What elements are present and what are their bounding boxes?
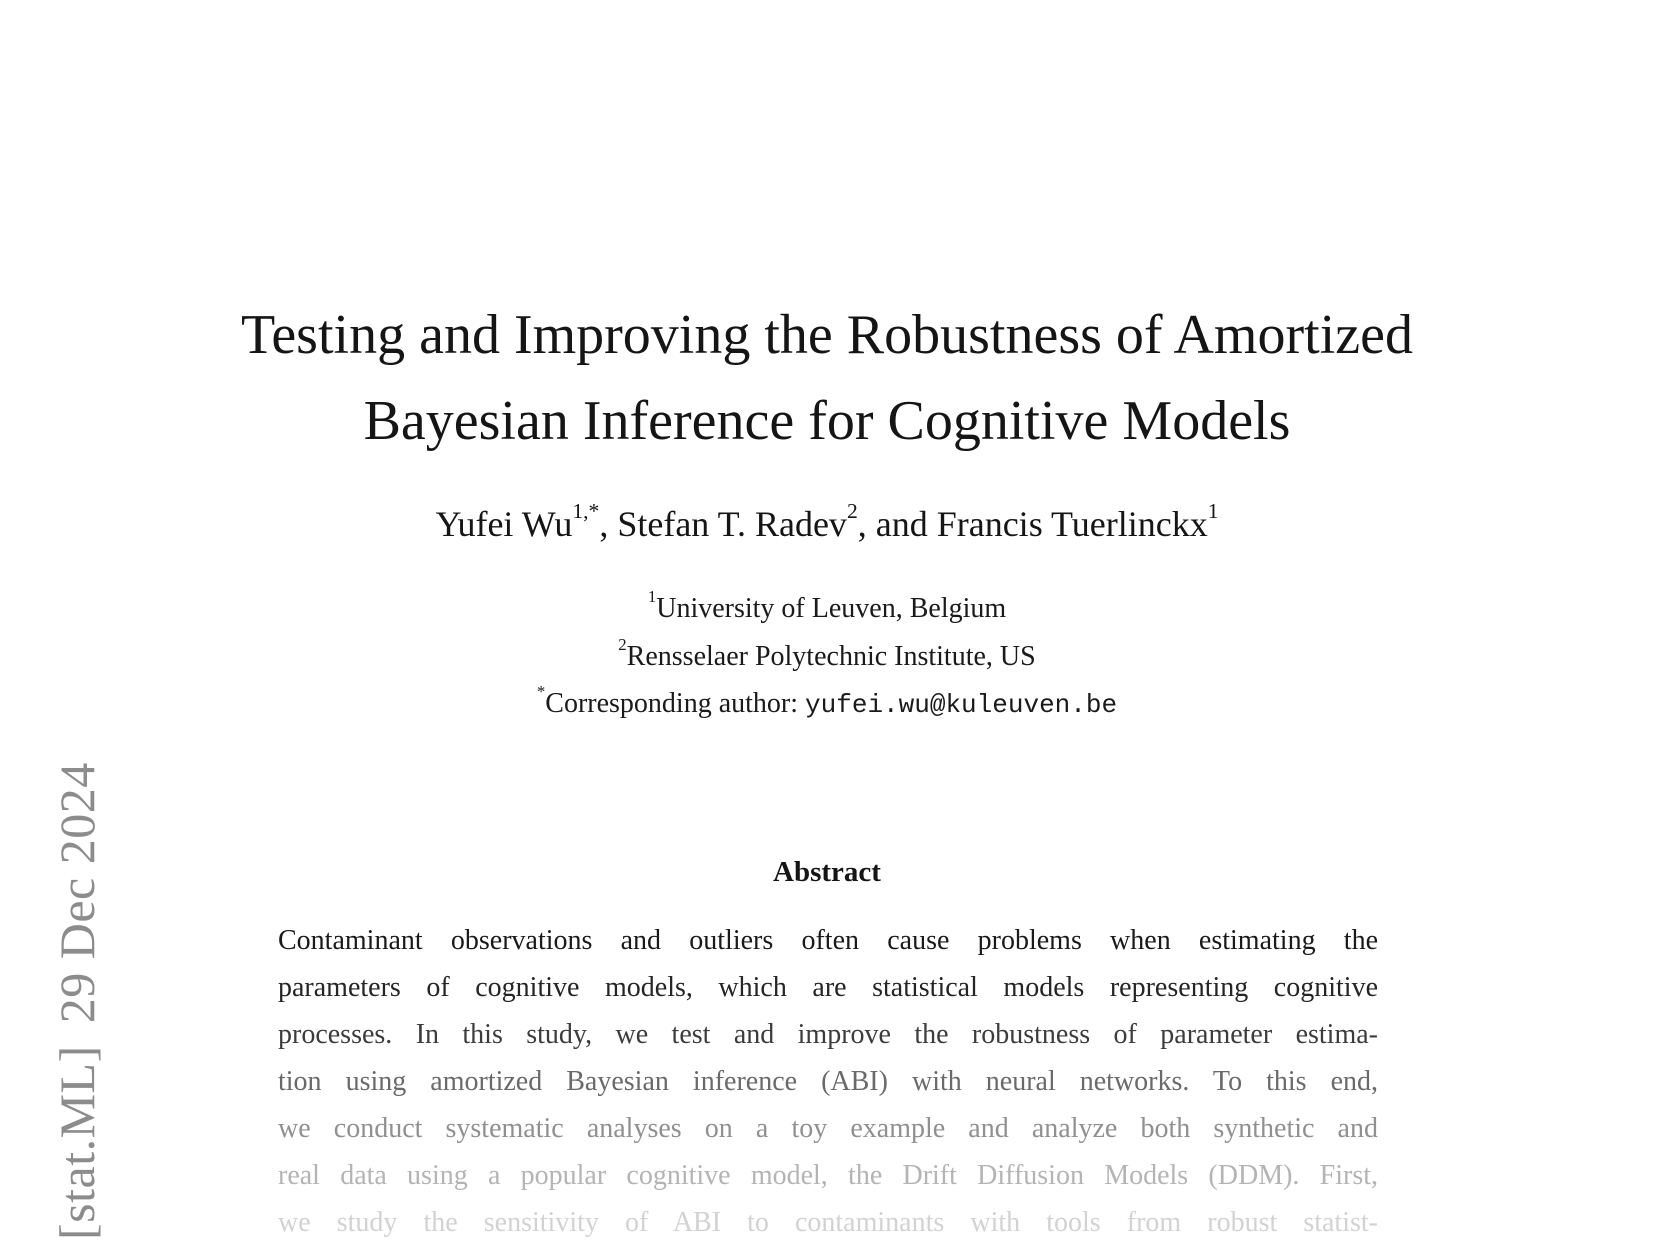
author-affil-mark: 1,* (572, 498, 600, 523)
author-affil-mark: 1 (1207, 498, 1219, 523)
abstract-line: Contaminant observations and outliers often cause problems when estimating the (278, 925, 1378, 956)
author-name: Francis Tuerlinckx (936, 504, 1208, 544)
abstract-line: real data using a popular cognitive model, the Drift Diffusion Models (DDM). First, (278, 1160, 1378, 1191)
author-separator: , and (857, 504, 937, 544)
affiliation-text: University of Leuven, Belgium (656, 593, 1007, 624)
title-line-2: Bayesian Inference for Cognitive Models (363, 390, 1291, 452)
arxiv-category: [stat.ML] (49, 1045, 105, 1240)
affiliation-mark: 2 (618, 635, 627, 655)
abstract-line: tion using amortized Bayesian inference (ABI) with neural networks. To this end, (278, 1066, 1378, 1097)
corresponding-email-link[interactable]: yufei.wu@kuleuven.be (805, 690, 1118, 720)
corresponding-author (0, 682, 1654, 722)
abstract-line: we study the sensitivity of ABI to contaminants with tools from robust statist- (278, 1207, 1378, 1238)
paper-title (0, 292, 1654, 464)
author-list (0, 498, 1654, 546)
affiliation-mark: 1 (647, 587, 657, 607)
affiliation (0, 635, 1654, 674)
abstract-heading: Abstract (773, 856, 881, 888)
abstract-line: parameters of cognitive models, which are statistical models representing cognitive (278, 972, 1378, 1003)
author-affil-mark: 2 (846, 498, 858, 523)
corresponding-mark: * (536, 682, 546, 702)
title-line-1: Testing and Improving the Robustness of Amortized (241, 304, 1413, 366)
affiliation (0, 587, 1654, 626)
arxiv-date: 29 Dec 2024 (49, 762, 105, 1024)
abstract-line: we conduct systematic analyses on a toy example and analyze both synthetic and (278, 1113, 1378, 1144)
corresponding-label: Corresponding author: (545, 688, 806, 719)
arxiv-side-stamp (48, 762, 106, 1240)
affiliation-text: Rensselaer Polytechnic Institute, US (626, 641, 1036, 672)
author-name: Stefan T. Radev (617, 504, 847, 544)
author-name: Yufei Wu (435, 504, 573, 544)
abstract-body (278, 917, 1378, 1246)
abstract-line: processes. In this study, we test and improve the robustness of parameter estima- (278, 1019, 1378, 1050)
author-separator: , (599, 504, 618, 544)
